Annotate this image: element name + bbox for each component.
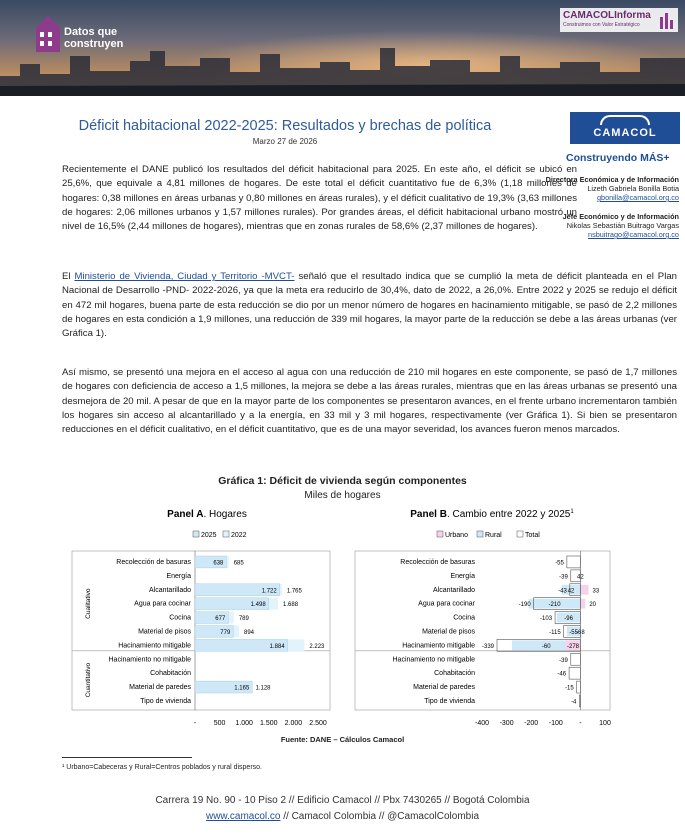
camacol-informa-title: CAMACOLInforma	[563, 10, 651, 21]
legend-label: 2025	[201, 532, 217, 539]
category-label: Material de paredes	[413, 684, 475, 692]
legend-swatch	[477, 531, 483, 537]
category-label: Recolección de basuras	[116, 559, 191, 566]
value-label-rural: 42	[567, 588, 575, 595]
category-label: Energía	[166, 572, 191, 580]
footnote-divider	[62, 757, 192, 758]
category-label: Recolección de basuras	[400, 559, 475, 566]
logo-arc-icon	[600, 115, 650, 125]
value-label-2025: 1.165	[234, 685, 250, 692]
value-label-total: -190	[518, 602, 531, 609]
legend-label: Urbano	[445, 532, 468, 539]
chart-title: Gráfica 1: Déficit de vivienda según componentes	[218, 475, 467, 487]
value-label-2022: 685	[233, 560, 244, 567]
value-label-2025: 1.884	[269, 643, 285, 650]
x-tick-label: 2.000	[284, 720, 303, 727]
x-tick-label: -400	[474, 720, 490, 727]
category-label: Cohabitación	[150, 670, 191, 678]
category-label: Energía	[450, 572, 475, 580]
page-title: Déficit habitacional 2022-2025: Resultados y brechas de política	[78, 118, 492, 134]
footer-address: Carrera 19 No. 90 - 10 Piso 2 // Edificio Camacol // Pbx 7430265 // Bogotá Colombia	[155, 795, 530, 806]
category-label: Agua para cocinar	[418, 600, 475, 608]
x-tick-label: -300	[499, 720, 514, 727]
legend-label: 2022	[231, 532, 247, 539]
category-label: Alcantarillado	[148, 586, 191, 594]
bar-total	[577, 681, 581, 693]
panel-a-prefix: Panel A	[167, 509, 204, 520]
value-label-2022: 1.688	[283, 602, 299, 609]
paragraph-2-lead: El	[62, 271, 75, 282]
website-link[interactable]: www.camacol.co	[205, 811, 281, 822]
group-label-cuantitativo: Cuantitativo	[85, 662, 92, 698]
paragraph-1: Recientemente el DANE publicó los resultados del déficit habitacional para 2025. En este año, el déficit se ubicó en 25,6%, que equivale a 4,81 millones de hogares. De este total el déficit cuantitativo fue de 6,3% (1,18 millones de hogares: 0,38 millones en áreas urbanas y 0,80 millones en áreas rurales), y el déficit cualitativo de 19,3% (3,63 millones de hogares: 2,06 millones urbanos y 1,57 millones rurales). Por grandes áreas, el déficit habitacional urbano mostró un nivel de 16,5% (2,44 millones de hogares), mientras que en zonas rurales de 58,6% (2,37 millones de hogares).	[62, 164, 577, 233]
svg-text:Panel A. Hogares	[167, 509, 247, 520]
contact-role: Jefe Económico y de Información	[562, 212, 679, 221]
category-label: Material de pisos	[138, 628, 191, 636]
value-label-urbano: 33	[592, 588, 600, 595]
chart-units: Miles de hogares	[304, 490, 381, 501]
x-tick-label: 1.000	[235, 720, 253, 727]
camacol-logo	[570, 112, 680, 144]
value-label-total: -4	[571, 699, 577, 706]
category-label: Tipo de vivienda	[424, 698, 475, 705]
camacol-informa-subtitle: Construimos con Valor Estratégico	[563, 22, 640, 28]
value-label-total: -43	[558, 588, 567, 595]
x-tick-label: 2.500	[309, 720, 327, 727]
contact-email-link[interactable]: gbonilla@camacol.org.co	[596, 193, 679, 202]
value-label-2022: 894	[243, 630, 255, 636]
value-label-2022: 2.223	[309, 643, 325, 650]
bar-urbano	[580, 599, 585, 609]
category-label: Material de paredes	[129, 684, 191, 692]
x-tick-label: -	[193, 720, 197, 727]
legend-swatch	[223, 531, 229, 537]
logo-text-line-2: construyen	[64, 38, 124, 50]
bar-urbano	[580, 585, 588, 595]
category-label: Hacinamiento mitigable	[118, 642, 191, 650]
camacol-logo-text: CAMACOL	[593, 127, 657, 139]
panel-b-superscript: 1	[570, 509, 574, 515]
panel-a-legend	[193, 531, 247, 539]
value-label-total: -15	[565, 685, 574, 692]
panel-a-suffix: . Hogares	[203, 509, 247, 520]
panel-b-plot	[355, 551, 611, 727]
publication-date: Marzo 27 de 2026	[252, 137, 318, 146]
category-label: Cocina	[453, 614, 475, 622]
panel-a-plot	[72, 551, 330, 727]
category-label: Hacinamiento no mitigable	[108, 656, 191, 664]
category-label: Hacinamiento mitigable	[402, 642, 475, 650]
category-label: Alcantarillado	[432, 586, 475, 594]
x-tick-label: -200	[524, 720, 539, 727]
footer-links	[0, 811, 685, 822]
social-handles: // Camacol Colombia // @CamacolColombia	[280, 811, 480, 822]
category-label: Agua para cocinar	[134, 600, 191, 608]
value-label-rural: -55	[569, 630, 578, 636]
bar-total	[567, 556, 581, 568]
legend-swatch	[437, 531, 443, 537]
category-label: Hacinamiento no mitigable	[392, 656, 475, 664]
x-tick-label: 500	[213, 720, 226, 727]
panel-b-suffix: . Cambio entre 2022 y 2025	[446, 509, 571, 520]
paragraph-2	[62, 270, 677, 341]
value-label-total: -46	[557, 671, 567, 678]
value-label-2022: 1.128	[255, 685, 271, 692]
x-tick-label: -100	[548, 720, 563, 727]
paragraph-3: Así mismo, se presentó una mejora en el acceso al agua con una reducción de 210 mil hogares en este componente, se pasó de 1,7 millones de hogares con deficiencia de acceso a 1,5 millones, la mejora se debe a las áreas rurales, mientras que en las áreas urbanas se presentó una desmejora de 20 mil. A pesar de que en la mayor parte de los componentes se presentaron avances, en el frente urbano incrementaron también los hogares sin acceso al alcantarillado y a la energía, en 33 mil y 3 mil hogares, respectivamente (ver Gráfica 1). Si bien se presentaron reducciones en el déficit cualitativo, en el déficit cuantitativo, que es de una mayor severidad, los avances fueron menos marcados.	[62, 367, 677, 436]
legend-swatch	[193, 531, 199, 537]
datos-que-construyen-logo	[34, 12, 124, 62]
contact-role: Directora Económica y de Información	[545, 175, 679, 184]
legend-label: Total	[525, 532, 540, 539]
legend-swatch	[517, 531, 523, 537]
value-label-total: -39	[559, 574, 568, 581]
bar-total	[571, 653, 581, 665]
value-label-2025: 1.498	[250, 602, 266, 609]
chart-source: Fuente: DANE – Cálculos Camacol	[280, 735, 405, 744]
value-label-rural: -96	[564, 616, 573, 623]
logo-text-line-1: Datos que	[64, 26, 118, 38]
value-label-2025: 779	[220, 630, 231, 636]
x-tick-label: 1.500	[260, 720, 278, 727]
x-tick-label: 100	[599, 720, 611, 727]
footnote: ¹ Urbano=Cabeceras y Rural=Centros poblados y rural disperso.	[62, 764, 262, 771]
value-label-total: -339	[481, 643, 495, 650]
category-label: Material de pisos	[422, 628, 475, 636]
camacol-slogan: Construyendo MÁS+	[566, 152, 670, 164]
legend-label: Rural	[485, 532, 502, 539]
header-banner	[0, 0, 685, 96]
value-label-total: -55	[555, 560, 564, 567]
contact-name: Nikolas Sebastián Buitrago Vargas	[566, 221, 679, 230]
panel-b-prefix: Panel B	[410, 509, 447, 520]
category-label: Tipo de vivienda	[140, 698, 191, 705]
value-label-2025: 677	[215, 616, 226, 623]
svg-text:Panel B. Cambio entre 2022 y 2	[410, 509, 574, 520]
value-label-rural: -60	[541, 643, 551, 650]
group-label-cualitativo: Cualitativo	[85, 588, 92, 619]
mvct-link[interactable]: Ministerio de Vivienda, Ciudad y Territorio -MVCT-	[74, 271, 295, 282]
value-label-total: -39	[559, 657, 568, 664]
contact-block-2	[563, 212, 679, 239]
contact-name: Lizeth Gabriela Bonilla Botia	[587, 184, 679, 193]
value-label-total: -103	[540, 616, 553, 623]
panel-b-legend	[437, 531, 540, 539]
value-label-urbano: -68	[576, 630, 585, 636]
value-label-total: -115	[549, 630, 561, 636]
value-label-2025: 1.722	[261, 588, 277, 595]
building-bars-icon	[660, 11, 674, 29]
x-tick-label: -	[579, 720, 582, 727]
chart-graphic	[0, 500, 685, 735]
value-label-2022: 789	[238, 616, 249, 623]
value-label-rural: 42	[577, 574, 584, 581]
value-label-2022: 1.765	[286, 588, 302, 595]
category-label: Cohabitación	[434, 670, 475, 678]
paragraph-2-body: señaló que el resultado indica que se cumplió la meta de déficit planteada en el Plan Nacional de Desarrollo -PND- 2022-2026, ya que la meta era reducirlo de 30,4%, dato de 2022, a 26,0%. Entre 2022 y 2025 se redujo el déficit en 472 mil hogares, buena parte de esta reducción se dio por un menor número de hogares en hacinamiento mitigable, se pasó de 2,2 millones de hogares en esta condición a 1,9 millones, una reducción de 339 mil hogares, la mayor parte de la reducción se debe a las áreas urbanas (ver Gráfica 1).	[62, 271, 677, 340]
value-label-rural: -210	[548, 602, 561, 609]
value-label-urbano: 20	[589, 602, 597, 609]
contact-email-link[interactable]: nsbuitrago@camacol.org.co	[588, 230, 679, 239]
category-label: Cocina	[169, 614, 191, 622]
value-label-2025: 638	[213, 560, 224, 567]
building-mark-icon	[34, 12, 62, 54]
camacol-informa-logo	[560, 8, 678, 32]
value-label-urbano: -278	[567, 643, 580, 650]
bar-total	[569, 667, 580, 679]
